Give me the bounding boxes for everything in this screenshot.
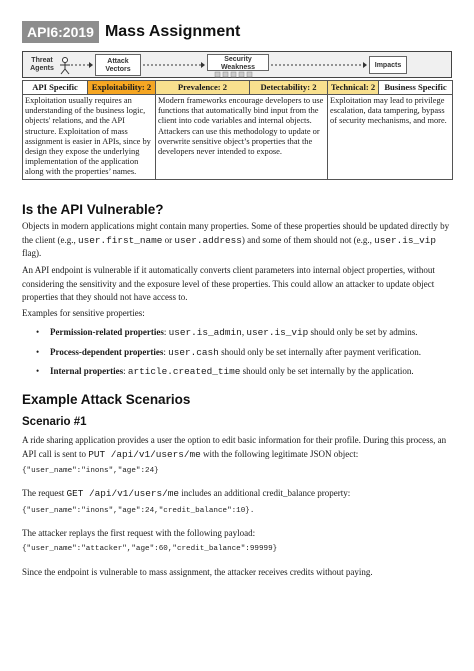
security-weakness-box (207, 54, 269, 71)
page-title: Mass Assignment (104, 23, 241, 40)
exploitability-description: Exploitation usually requires an understanding of the business logic, objects' relations, and the API structure. Exploitation of mass assignment is easier in APIs, since by design they expose the underlying implementation of the application along with the properties’ names. (23, 95, 156, 180)
code-address: user.address (174, 234, 242, 246)
impacts-label: Impacts (374, 62, 402, 69)
security-weakness-label: Security Weakness (220, 56, 256, 71)
code-first-name: user.first_name (77, 234, 163, 246)
header-exploitability: Exploitability: 2 (88, 81, 156, 95)
risk-rating-table (22, 80, 453, 180)
section-heading-scenarios: Example Attack Scenarios (22, 392, 191, 407)
scenario-paragraph-4: Since the endpoint is vulnerable to mass assignment, the attacker receives credits without paying. (22, 567, 373, 577)
attack-vectors-label: Attack Vectors (105, 58, 131, 73)
table-row (23, 95, 453, 180)
header-api-specific: API Specific (23, 81, 88, 95)
header-prevalence: Prevalence: 2 (156, 81, 250, 95)
scenario-paragraph-2: The request GET /api/v1/users/me includes an additional credit_balance property: (22, 488, 351, 499)
weakness-description: Modern frameworks encourage developers to use functions that automatically bind input from the client into code variables and internal objects. Attackers can use this methodology to update or overwrite sensitive object’s properties that the developers never intended to expose. (156, 95, 328, 180)
page-header (22, 21, 240, 43)
section-heading-vulnerable: Is the API Vulnerable? (22, 202, 164, 217)
vuln-paragraph-1: Objects in modern applications might contain many properties. Some of these properties should be updated directly by the client (e.g., user.first_name or user.address) and some of them should not (e.g., user.is_vip flag). (22, 221, 450, 258)
scenario-1-heading: Scenario #1 (22, 416, 87, 428)
threat-agent-icon (60, 58, 70, 75)
code-is-vip: user.is_vip (374, 234, 437, 246)
risk-id-badge: API6:2019 (22, 21, 99, 43)
attack-vectors-box (95, 54, 141, 76)
json-example-3: {"user_name":"attacker","age":60,"credit_balance":99999} (22, 545, 278, 553)
header-technical: Technical: 2 (328, 81, 379, 95)
code-put-endpoint: PUT /api/v1/users/me (88, 448, 201, 460)
code-get-endpoint: GET /api/v1/users/me (66, 488, 180, 499)
scenario-paragraph-3: The attacker replays the first request with the following payload: (22, 528, 256, 538)
json-example-1: {"user_name":"inons","age":24} (22, 467, 159, 475)
header-detectability: Detectability: 2 (250, 81, 328, 95)
scenario-paragraph-1: A ride sharing application provides a user the option to edit basic information for their profile. During this process, an API call is sent to PUT /api/v1/users/me with the following legitimate JSON object: (22, 435, 447, 460)
header-business-specific: Business Specific (379, 81, 453, 95)
risk-flow-diagram (22, 51, 452, 78)
vuln-paragraph-3: Examples for sensitive properties: (22, 308, 145, 318)
json-example-2: {"user_name":"inons","age":24,"credit_balance":10}. (22, 507, 255, 515)
impact-description: Exploitation may lead to privilege escalation, data tampering, bypass of security mechanisms, and more. (328, 95, 453, 180)
impacts-box (369, 56, 407, 74)
table-header-row (23, 81, 453, 95)
threat-agents-label: Threat Agents (30, 57, 54, 72)
vuln-paragraph-2: An API endpoint is vulnerable if it automatically converts client parameters into internal object properties, without considering the sensitivity and the exposure level of these properties. This could allow an attacker to update object properties that they should not have access to. (22, 265, 435, 302)
document-page: API6:2019 Mass Assignment Threat Agents Attack Vectors Security Weakness Impacts API Specific Exploitability: 2 Prevalence: 2 Detectability: 2 Technical: 2 Business Specific Exploitation usually requires an understanding of the business logic, objects' relations, and the API structure. Exploitation of mass assignment is easier in APIs, since by design they expose the underlying implementation of the application along with the properties’ names. Modern frameworks encourage developers to use functions that automatically bind input from the client into code variables and internal objects. Attackers can use this methodology to update or overwrite sensitive object’s properties that the developers never intended to expose. Exploitation may lead to privilege escalation, data tampering, bypass of security mechanisms, and more. Is the API Vulnerable? Objects in modern applications might contain many properties. Some of these properties should be updated directly by the client (e.g., user.first_name or user.address) and some of them should not (e.g., user.is_vip flag). An API endpoint is vulnerable if it automatically converts client parameters into internal object properties, without considering the sensitivity and the exposure level of these properties. This could allow an attacker to update object properties that they should not have access to. Examples for sensitive properties: • Permission-related properties: user.is_admin, user.is_vip should only be set by admins. • Process-dependent properties: user.cash should only be set internally after payment verification. • Internal properties: article.created_time should only be set internally by the application. Example Attack Scenarios Scenario #1 A ride sharing application provides a user the option to edit basic information for their profile. During this process, an API call is sent to PUT /api/v1/users/me with the following legitimate JSON object: {"user_name":"inons","age":24} The request GET /api/v1/users/me includes an additional credit_balance property: {"user_name":"inons","age":24,"credit_balance":10}. The attacker replays the first request with the following payload: {"user_name":"attacker","age":60,"credit_balance":99999} Since the endpoint is vulnerable to mass assignment, the attacker receives credits without paying. (0, 0, 474, 671)
